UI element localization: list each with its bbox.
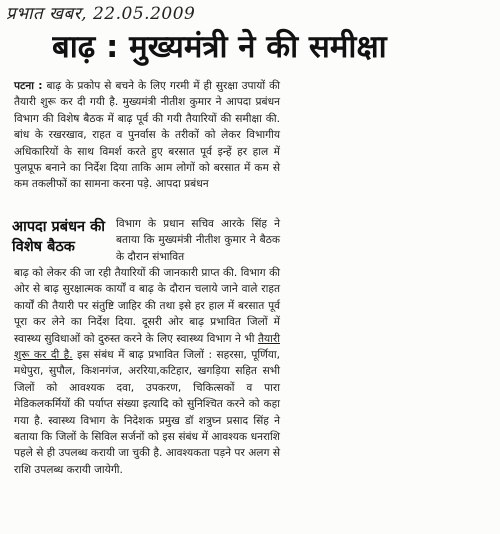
paragraph-text: बाढ़ को लेकर की जा रही तैयारियों की जानकारी प्राप्त की. विभाग की ओर से बाढ़ सुरक्षात्मक कार्यों व बाढ़ के दौरान चलाये जाने वाले राहत कार्यों की तैयारी पर संतुष्टि जाहिर की तथा इसे हर हाल में बरसात पूर्व पूरा कर लेने का निर्देश दिया. दूसरी ओर बाढ़ प्रभावित जिलों में स्वास्थ्य सुविधाओं को दुरुस्त करने के लिए स्वास्थ्य विभाग ने भी [14, 267, 280, 345]
article-side-paragraph: विभाग के प्रधान सचिव आरके सिंह ने बताया कि मुख्यमंत्री नीतीश कुमार ने बैठक के दौरान संभावित [116, 218, 280, 263]
underlined-phrase: तैयारी शुरू कर दी है. [14, 332, 280, 362]
handwritten-source-note: प्रभात खबर, 22.05.2009 [6, 4, 196, 24]
dateline: पटना : [14, 80, 43, 92]
paragraph-text: इस संबंध में बाढ़ प्रभावित जिलों : सहरसा, पूर्णिया, मधेपुरा, सुपौल, किशनगंज, अररिया,कटिहार, खगड़िया सहित सभी जिलों को आवश्यक दवा, उपकरण, चिकित्सकों व पारा मेडिकलकर्मियों की पर्याप्त संख्या इत्यादि को सुनिश्चित करने को कहा गया है. स्वास्थ्य विभाग के निदेशक प्रमुख डॉ शत्रुघ्न प्रसाद सिंह ने बताया कि जिलों के सिविल सर्जनों को इस संबंध में आवश्यक धनराशि पहले से ही उपलब्ध करायी जा चुकी है. आवश्यकता पड़ने पर अलग से राशि उपलब्ध करायी जायेगी. [14, 349, 280, 476]
article-main-paragraph [14, 265, 280, 478]
article-subheading: आपदा प्रबंधन की विशेष बैठक [12, 219, 105, 255]
paragraph-text: बाढ़ के प्रकोप से बचने के लिए गरमी में ही सुरक्षा उपायों की तैयारी शुरू कर दी गयी है. मुख्यमंत्री नीतीश कुमार ने आपदा प्रबंधन विभाग की विशेष बैठक में बाढ़ पूर्व की गयी तैयारियों की समीक्षा की. बांध के रखरखाव, राहत व पुनर्वास के तरीकों को लेकर विभागीय अधिकारियों के साथ विमर्श करते हुए बरसात पूर्व इन्हें हर हाल में पुलप्रूफ बनाने का निर्देश दिया ताकि आम लोगों को बरसात में कम से कम तकलीफों का सामना करना पड़े. आपदा प्रबंधन [14, 80, 280, 191]
article-headline: बाढ़ : मुख्यमंत्री ने की समीक्षा [52, 29, 387, 65]
article-intro-paragraph [14, 78, 280, 193]
